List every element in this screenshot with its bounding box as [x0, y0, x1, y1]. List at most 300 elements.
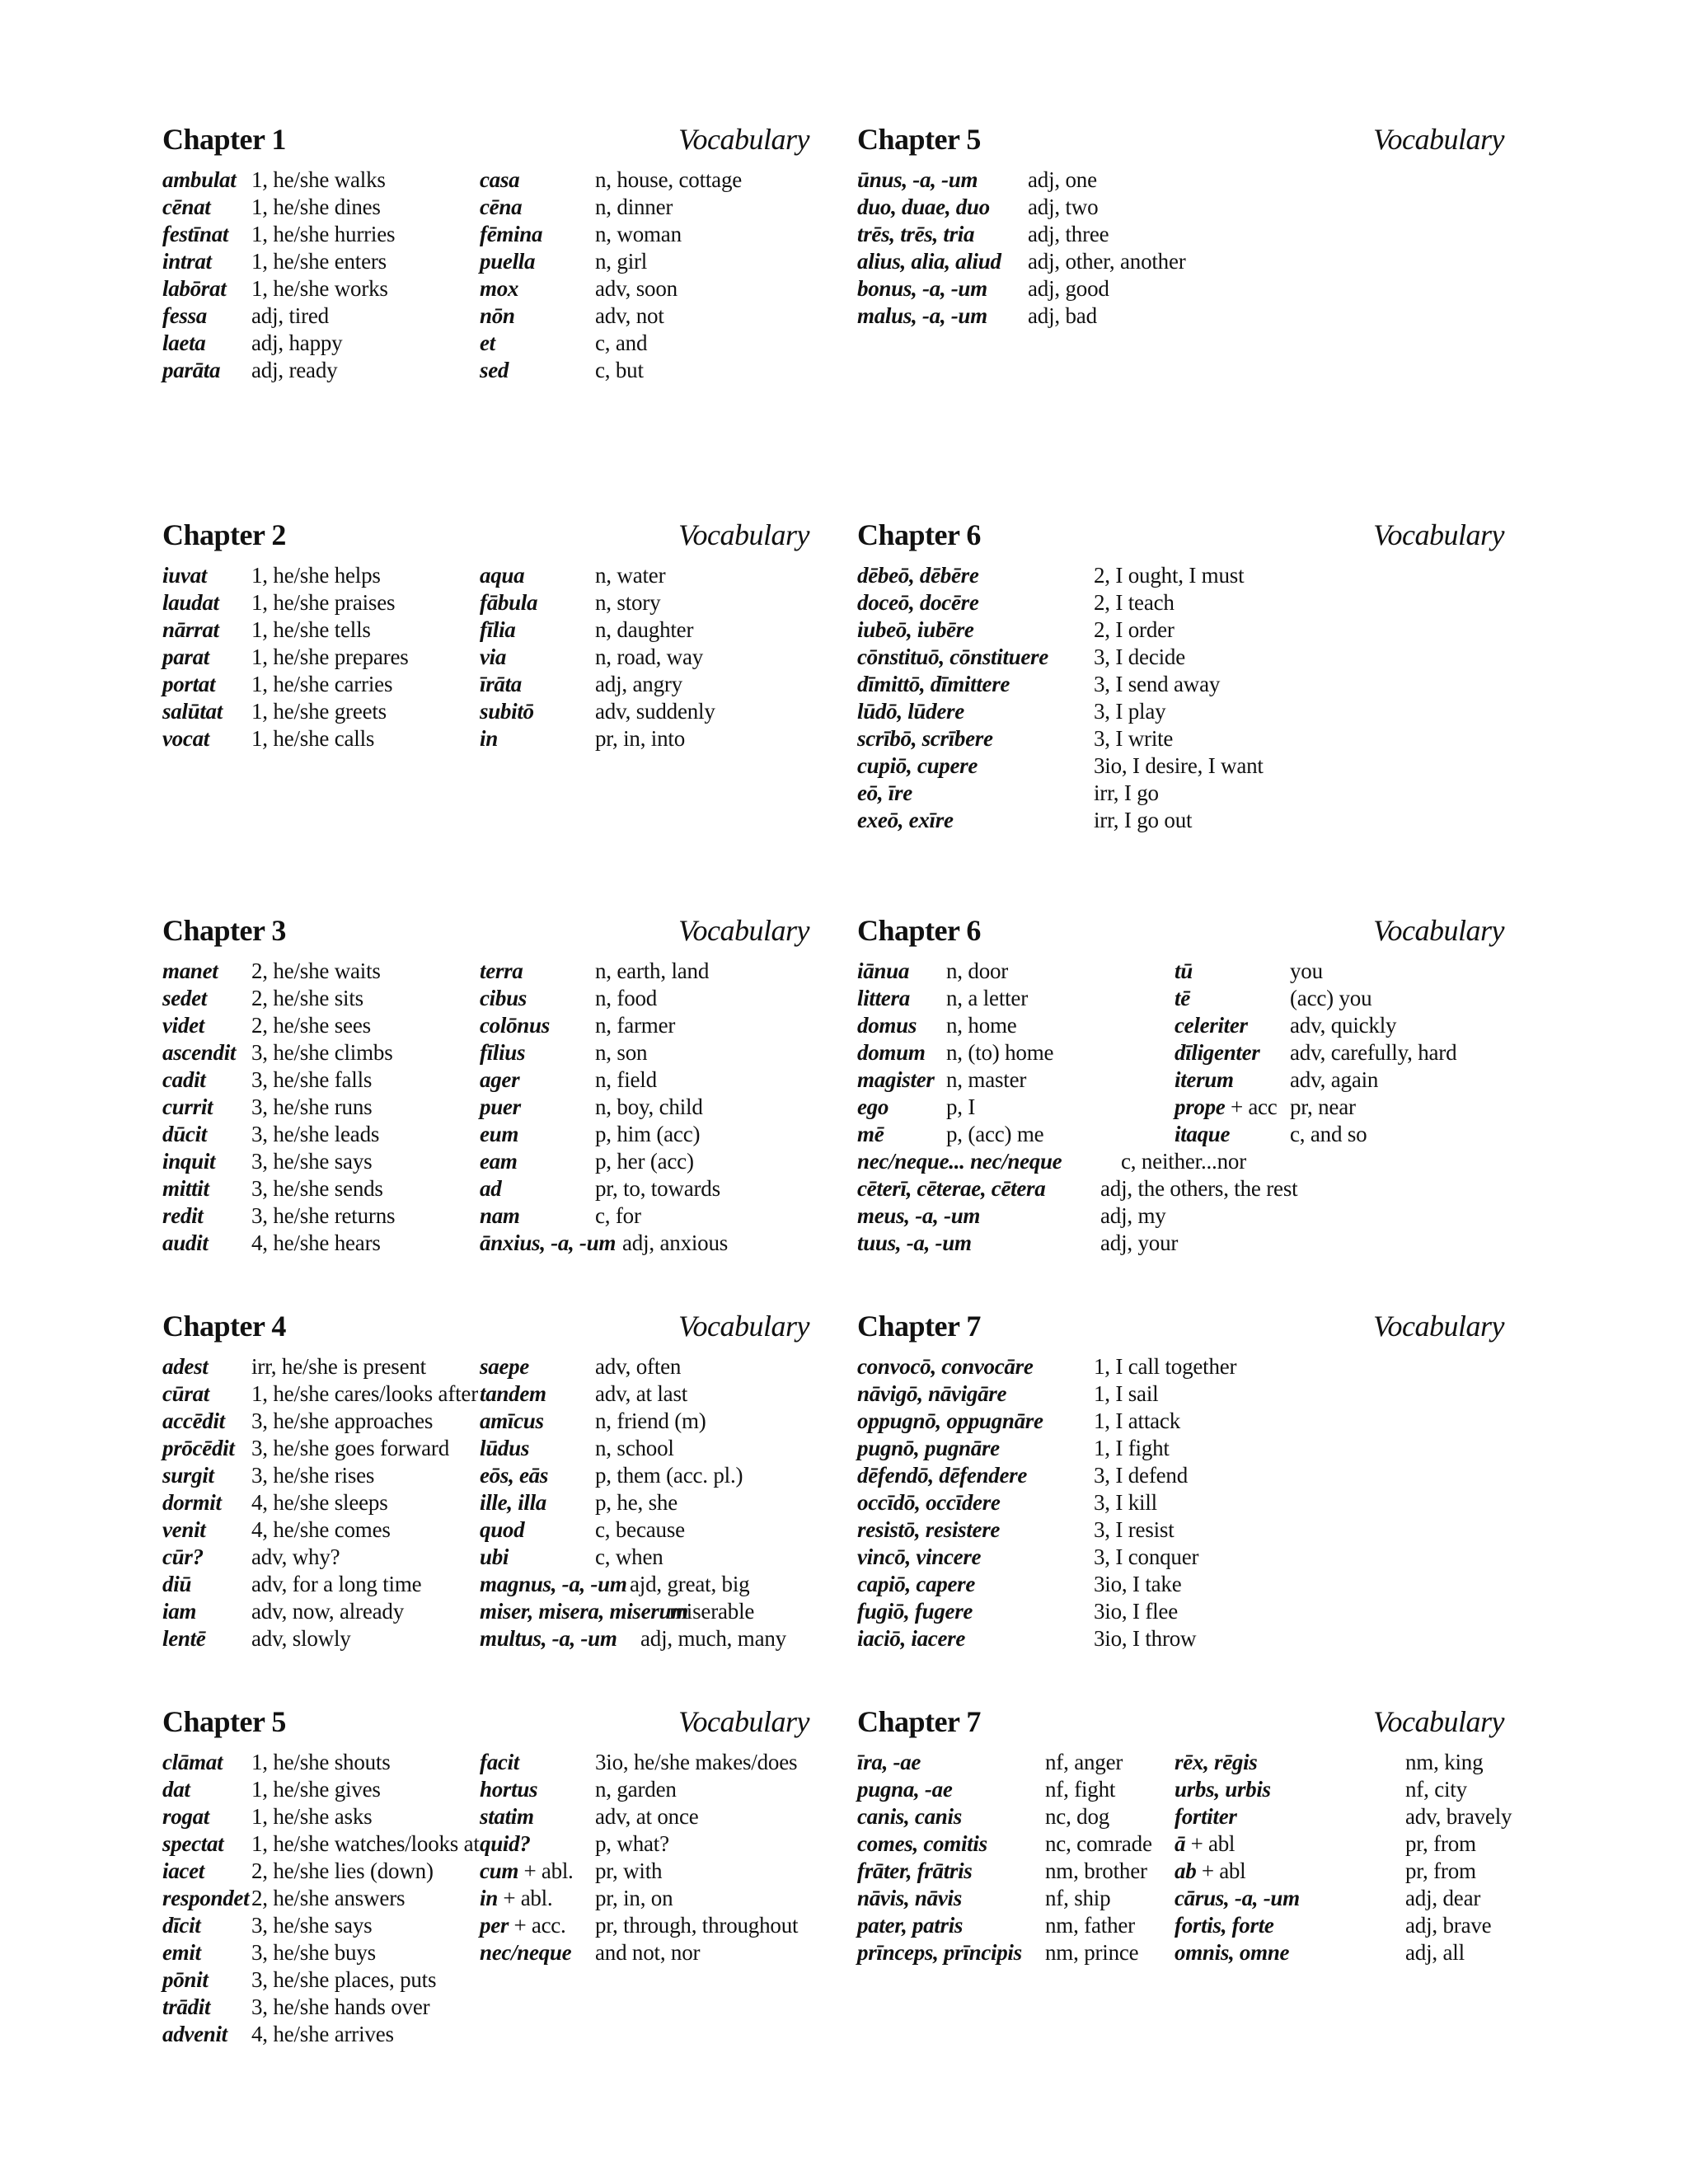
english-definition: 3, he/she climbs	[251, 1040, 393, 1065]
english-definition: adv, not	[595, 303, 664, 328]
english-definition: 3, he/she sends	[251, 1176, 383, 1201]
latin-word: miser, misera, miserum	[480, 1599, 688, 1624]
latin-term	[480, 1571, 627, 1598]
latin-term	[1175, 1858, 1245, 1885]
latin-term	[857, 807, 954, 834]
case-suffix: + abl.	[497, 1886, 553, 1910]
latin-word: cum	[480, 1858, 519, 1883]
latin-word: īrāta	[480, 672, 523, 696]
latin-word: ad	[480, 1176, 502, 1201]
latin-term	[1175, 1094, 1277, 1121]
latin-word: laeta	[162, 330, 206, 355]
english-definition: nf, fight	[1045, 1777, 1116, 1802]
latin-word: scrībō, scrībere	[857, 726, 993, 751]
english-definition: 1, I sail	[1094, 1381, 1159, 1406]
english-definition: n, garden	[595, 1777, 677, 1802]
chapter-title: Chapter 5	[857, 123, 981, 156]
latin-word: ille, illa	[480, 1490, 546, 1515]
latin-term	[857, 780, 912, 807]
latin-term	[480, 671, 522, 698]
latin-word: domus	[857, 1013, 917, 1038]
latin-term	[480, 725, 498, 752]
english-definition: 3, he/she runs	[251, 1094, 373, 1119]
latin-term	[480, 1544, 509, 1571]
english-definition: 3, he/she places, puts	[251, 1967, 437, 1992]
latin-word: cōnstituō, cōnstituere	[857, 644, 1048, 669]
latin-term	[857, 1830, 987, 1858]
english-definition: p, them (acc. pl.)	[595, 1463, 743, 1488]
latin-term	[162, 1625, 206, 1652]
latin-word: dēbeō, dēbēre	[857, 563, 979, 588]
latin-word: ānxius, -a, -um	[480, 1230, 617, 1255]
english-definition: 3, I kill	[1094, 1490, 1157, 1515]
english-definition: adv, bravely	[1405, 1804, 1512, 1829]
english-definition: adv, often	[595, 1354, 682, 1379]
english-definition: 4, he/she arrives	[251, 2022, 394, 2046]
latin-word: comes, comitis	[857, 1831, 987, 1856]
english-definition: n, girl	[595, 249, 648, 274]
latin-word: tandem	[480, 1381, 546, 1406]
english-definition: 1, he/she praises	[251, 590, 396, 615]
latin-word: amīcus	[480, 1408, 544, 1433]
latin-word: venit	[162, 1517, 206, 1542]
latin-term	[857, 1462, 1027, 1489]
latin-term	[857, 166, 978, 194]
latin-term	[480, 1353, 529, 1380]
latin-word: ego	[857, 1094, 889, 1119]
latin-term	[1175, 1749, 1258, 1776]
latin-word: festīnat	[162, 222, 229, 246]
english-definition: 1, he/she prepares	[251, 644, 409, 669]
chapter-title: Chapter 3	[162, 914, 286, 947]
english-definition: 3, he/she says	[251, 1149, 373, 1174]
latin-term	[857, 1408, 1043, 1435]
latin-term	[1175, 1830, 1235, 1858]
latin-word: ā	[1175, 1831, 1186, 1856]
latin-word: cibus	[480, 986, 528, 1010]
english-definition: 1, he/she works	[251, 276, 388, 301]
latin-term	[1175, 1803, 1237, 1830]
chapter-title: Chapter 1	[162, 123, 286, 156]
latin-word: īra, -ae	[857, 1750, 921, 1774]
latin-term	[480, 194, 522, 221]
chapter-title: Chapter 6	[857, 914, 981, 947]
latin-word: iaciō, iacere	[857, 1626, 966, 1651]
english-definition: n, master	[946, 1067, 1027, 1092]
english-definition: nc, comrade	[1045, 1831, 1152, 1856]
latin-term	[857, 1571, 975, 1598]
latin-term	[480, 644, 506, 671]
latin-term	[857, 985, 910, 1012]
latin-word: colōnus	[480, 1013, 550, 1038]
english-definition: pr, to, towards	[595, 1176, 720, 1201]
english-definition: n, friend (m)	[595, 1408, 706, 1433]
latin-word: currit	[162, 1094, 213, 1119]
latin-word: fugiō, fugere	[857, 1599, 973, 1624]
latin-word: vincō, vincere	[857, 1544, 982, 1569]
latin-term	[857, 562, 979, 589]
english-definition: adj, anxious	[622, 1230, 729, 1255]
english-definition: n, field	[595, 1067, 657, 1092]
latin-word: cadit	[162, 1067, 206, 1092]
latin-term	[162, 357, 220, 384]
latin-term	[162, 698, 223, 725]
english-definition: adj, the others, the rest	[1100, 1176, 1298, 1201]
latin-term	[480, 1489, 546, 1516]
latin-term	[162, 1544, 204, 1571]
latin-term	[480, 1830, 531, 1858]
latin-term	[857, 589, 979, 616]
chapter-panel	[857, 1704, 1512, 2067]
latin-term	[162, 644, 209, 671]
english-definition: you	[1290, 958, 1323, 983]
latin-term	[162, 275, 226, 302]
english-definition: n, a letter	[946, 986, 1028, 1010]
latin-term	[480, 1039, 525, 1066]
english-definition: 3io, I flee	[1094, 1599, 1179, 1624]
vocabulary-label: Vocabulary	[1373, 518, 1504, 551]
latin-word: iam	[162, 1599, 197, 1624]
latin-term	[480, 330, 495, 357]
english-definition: adj, one	[1028, 167, 1097, 192]
latin-term	[857, 1230, 972, 1257]
english-definition: n, story	[595, 590, 661, 615]
english-definition: 3, I send away	[1094, 672, 1221, 696]
latin-term	[857, 1858, 973, 1885]
english-definition: c, because	[595, 1517, 685, 1542]
latin-word: lūdō, lūdere	[857, 699, 964, 724]
latin-word: cūr?	[162, 1544, 204, 1569]
latin-term	[857, 698, 964, 725]
latin-word: puer	[480, 1094, 521, 1119]
latin-word: casa	[480, 167, 520, 192]
english-definition: and not, nor	[595, 1940, 701, 1965]
english-definition: p, he, she	[595, 1490, 678, 1515]
english-definition: c, for	[595, 1203, 641, 1228]
latin-word: eō, īre	[857, 780, 912, 805]
latin-word: tuus, -a, -um	[857, 1230, 972, 1255]
latin-term	[1175, 1912, 1274, 1939]
latin-term	[857, 1094, 889, 1121]
latin-word: cēna	[480, 194, 523, 219]
latin-word: cēnat	[162, 194, 211, 219]
latin-word: domum	[857, 1040, 926, 1065]
english-definition: n, daughter	[595, 617, 694, 642]
case-suffix: + abl	[1185, 1831, 1236, 1856]
latin-term	[162, 1749, 223, 1776]
latin-word: lūdus	[480, 1436, 530, 1460]
english-definition: adv, at once	[595, 1804, 699, 1829]
latin-word: iterum	[1175, 1067, 1234, 1092]
latin-term	[857, 958, 909, 985]
latin-word: duo, duae, duo	[857, 194, 990, 219]
latin-word: audit	[162, 1230, 209, 1255]
panel-header	[857, 1309, 1504, 1353]
latin-term	[162, 1066, 206, 1094]
english-definition: p, (acc) me	[946, 1122, 1044, 1146]
latin-term	[857, 1039, 926, 1066]
latin-term	[857, 1939, 1022, 1966]
english-definition: 3, he/she goes forward	[251, 1436, 450, 1460]
latin-word: parat	[162, 644, 210, 669]
chapter-title: Chapter 7	[857, 1705, 981, 1738]
english-definition: 2, he/she answers	[251, 1886, 406, 1910]
latin-word: advenit	[162, 2022, 227, 2046]
latin-word: salūtat	[162, 699, 223, 724]
latin-word: fessa	[162, 303, 207, 328]
english-definition: 2, I teach	[1094, 590, 1175, 615]
english-definition: n, road, way	[595, 644, 704, 669]
latin-term	[857, 1803, 962, 1830]
english-definition: 3io, I desire, I want	[1094, 753, 1264, 778]
english-definition: 3, I decide	[1094, 644, 1185, 669]
latin-word: magister	[857, 1067, 935, 1092]
english-definition: adj, happy	[251, 330, 343, 355]
vocabulary-label: Vocabulary	[1373, 914, 1504, 947]
latin-word: quid?	[480, 1831, 531, 1856]
latin-word: intrat	[162, 249, 212, 274]
latin-term	[857, 302, 987, 330]
latin-word: eam	[480, 1149, 518, 1174]
english-definition: adj, good	[1028, 276, 1109, 301]
english-definition: 3, he/she falls	[251, 1067, 373, 1092]
latin-term	[480, 616, 516, 644]
latin-word: nōn	[480, 303, 515, 328]
chapter-title: Chapter 7	[857, 1310, 981, 1343]
latin-word: cārus, -a, -um	[1175, 1886, 1300, 1910]
latin-word: pugnō, pugnāre	[857, 1436, 1000, 1460]
latin-word: statim	[480, 1804, 534, 1829]
english-definition: adj, tired	[251, 303, 329, 328]
latin-word: ūnus, -a, -um	[857, 167, 978, 192]
latin-term	[162, 725, 209, 752]
english-definition: adv, now, already	[251, 1599, 405, 1624]
english-definition: 1, he/she walks	[251, 167, 386, 192]
english-definition: n, woman	[595, 222, 682, 246]
english-definition: 1, he/she enters	[251, 249, 387, 274]
english-definition: 3, I defend	[1094, 1463, 1189, 1488]
vocabulary-label: Vocabulary	[678, 1310, 809, 1343]
latin-word: ascendit	[162, 1040, 237, 1065]
english-definition: n, home	[946, 1013, 1017, 1038]
english-definition: adv, again	[1290, 1067, 1379, 1092]
english-definition: adv, for a long time	[251, 1572, 422, 1596]
panel-header	[857, 913, 1504, 958]
latin-word: eōs, eās	[480, 1463, 549, 1488]
latin-word: multus, -a, -um	[480, 1626, 617, 1651]
latin-term	[480, 1885, 552, 1912]
english-definition: adj, your	[1100, 1230, 1179, 1255]
english-definition: irr, he/she is present	[251, 1354, 426, 1379]
latin-term	[480, 248, 535, 275]
panel-header	[162, 122, 809, 166]
english-definition: adj, other, another	[1028, 249, 1186, 274]
english-definition: irr, I go out	[1094, 808, 1193, 832]
latin-term	[480, 1803, 534, 1830]
latin-term	[857, 644, 1048, 671]
latin-word: parāta	[162, 358, 221, 382]
english-definition: 3, I play	[1094, 699, 1166, 724]
english-definition: nc, dog	[1045, 1804, 1110, 1829]
latin-term	[857, 275, 987, 302]
latin-word: dēfendō, dēfendere	[857, 1463, 1028, 1488]
latin-term	[162, 194, 211, 221]
latin-word: iānua	[857, 958, 910, 983]
latin-word: convocō, convocāre	[857, 1354, 1034, 1379]
panel-header	[162, 1309, 809, 1353]
english-definition: c, and	[595, 330, 648, 355]
english-definition: 1, he/she tells	[251, 617, 371, 642]
latin-term	[857, 1175, 1045, 1202]
latin-term	[162, 1939, 201, 1966]
case-suffix: + abl	[1196, 1858, 1246, 1883]
english-definition: adv, carefully, hard	[1290, 1040, 1457, 1065]
english-definition: c, when	[595, 1544, 663, 1569]
latin-word: vocat	[162, 726, 209, 751]
latin-word: accēdit	[162, 1408, 225, 1433]
latin-term	[162, 1912, 201, 1939]
latin-word: nārrat	[162, 617, 219, 642]
latin-word: diū	[162, 1572, 192, 1596]
latin-term	[857, 671, 1010, 698]
english-definition: adj, brave	[1405, 1913, 1492, 1938]
english-definition: p, her (acc)	[595, 1149, 694, 1174]
latin-word: iuvat	[162, 563, 208, 588]
english-definition: 3io, I take	[1094, 1572, 1182, 1596]
english-definition: n, farmer	[595, 1013, 676, 1038]
panel-header	[857, 1704, 1504, 1749]
english-definition: 4, he/she hears	[251, 1230, 381, 1255]
latin-term	[480, 698, 534, 725]
latin-word: cupiō, cupere	[857, 753, 978, 778]
latin-term	[857, 1749, 921, 1776]
latin-term	[1175, 1776, 1271, 1803]
english-definition: adj, all	[1405, 1940, 1465, 1965]
panel-header	[162, 518, 809, 562]
latin-term	[857, 1544, 981, 1571]
vocabulary-label: Vocabulary	[678, 1705, 809, 1738]
latin-term	[480, 1094, 521, 1121]
latin-word: mē	[857, 1122, 884, 1146]
latin-word: omnis, omne	[1175, 1940, 1290, 1965]
english-definition: adv, slowly	[251, 1626, 351, 1651]
latin-term	[480, 275, 518, 302]
latin-word: dīmittō, dīmittere	[857, 672, 1010, 696]
english-definition: adj, dear	[1405, 1886, 1481, 1910]
latin-word: emit	[162, 1940, 201, 1965]
latin-term	[857, 1776, 953, 1803]
latin-word: itaque	[1175, 1122, 1231, 1146]
latin-word: dūcit	[162, 1122, 208, 1146]
latin-term	[857, 194, 990, 221]
latin-term	[480, 1175, 501, 1202]
latin-word: prīnceps, prīncipis	[857, 1940, 1022, 1965]
latin-word: redit	[162, 1203, 204, 1228]
english-definition: adj, bad	[1028, 303, 1097, 328]
latin-word: quod	[480, 1517, 525, 1542]
latin-word: sedet	[162, 986, 207, 1010]
latin-word: doceō, docēre	[857, 590, 979, 615]
english-definition: c, neither...nor	[1121, 1149, 1246, 1174]
english-definition: adv, why?	[251, 1544, 340, 1569]
latin-word: trādit	[162, 1994, 211, 2019]
english-definition: 3, he/she hands over	[251, 1994, 430, 2019]
latin-term	[162, 1435, 235, 1462]
english-definition: nm, brother	[1045, 1858, 1147, 1883]
latin-word: fābula	[480, 590, 538, 615]
latin-word: dīligenter	[1175, 1040, 1260, 1065]
english-definition: 3, I conquer	[1094, 1544, 1199, 1569]
english-definition: n, house, cottage	[595, 167, 743, 192]
english-definition: 3, he/she rises	[251, 1463, 375, 1488]
english-definition: 3io, I throw	[1094, 1626, 1197, 1651]
latin-term	[480, 1516, 524, 1544]
latin-word: adest	[162, 1354, 209, 1379]
latin-term	[162, 1380, 209, 1408]
latin-word: exeō, exīre	[857, 808, 954, 832]
latin-term	[162, 330, 206, 357]
latin-word: videt	[162, 1013, 204, 1038]
latin-term	[162, 1803, 209, 1830]
latin-word: pugna, -ae	[857, 1777, 953, 1802]
vocabulary-label: Vocabulary	[1373, 1310, 1504, 1343]
english-definition: adj, ready	[251, 358, 338, 382]
latin-term	[857, 1516, 1000, 1544]
latin-term	[480, 1408, 544, 1435]
english-definition: adv, soon	[595, 276, 678, 301]
latin-term	[162, 248, 212, 275]
case-suffix: + acc.	[509, 1913, 566, 1938]
latin-term	[480, 562, 524, 589]
english-definition: pr, with	[595, 1858, 663, 1883]
latin-word: hortus	[480, 1777, 538, 1802]
latin-term	[480, 1749, 519, 1776]
latin-term	[162, 1202, 204, 1230]
vocabulary-label: Vocabulary	[1373, 1705, 1504, 1738]
latin-term	[480, 1939, 571, 1966]
english-definition: 2, he/she sits	[251, 986, 363, 1010]
latin-word: rogat	[162, 1804, 210, 1829]
latin-word: nam	[480, 1203, 520, 1228]
chapter-panel	[857, 913, 1504, 1276]
latin-word: fēmina	[480, 222, 543, 246]
english-definition: p, what?	[595, 1831, 669, 1856]
english-definition: 1, he/she watches/looks at	[251, 1831, 480, 1856]
latin-term	[480, 1121, 518, 1148]
english-definition: nm, father	[1045, 1913, 1135, 1938]
latin-term	[1175, 1885, 1300, 1912]
chapter-panel	[857, 1309, 1504, 1671]
latin-term	[162, 1353, 209, 1380]
latin-word: in	[480, 1886, 498, 1910]
latin-term	[162, 1516, 206, 1544]
vocabulary-label: Vocabulary	[678, 914, 809, 947]
latin-word: nāvis, nāvis	[857, 1886, 962, 1910]
latin-term	[162, 562, 207, 589]
latin-term	[857, 1625, 965, 1652]
latin-term	[857, 1121, 884, 1148]
latin-term	[480, 357, 509, 384]
latin-term	[480, 1435, 529, 1462]
latin-term	[857, 221, 974, 248]
latin-word: oppugnō, oppugnāre	[857, 1408, 1043, 1433]
latin-word: pater, patris	[857, 1913, 964, 1938]
latin-term	[480, 1066, 519, 1094]
latin-word: manet	[162, 958, 218, 983]
english-definition: 3io, he/she makes/does	[595, 1750, 798, 1774]
english-definition: n, boy, child	[595, 1094, 703, 1119]
english-definition: pr, in, into	[595, 726, 686, 751]
